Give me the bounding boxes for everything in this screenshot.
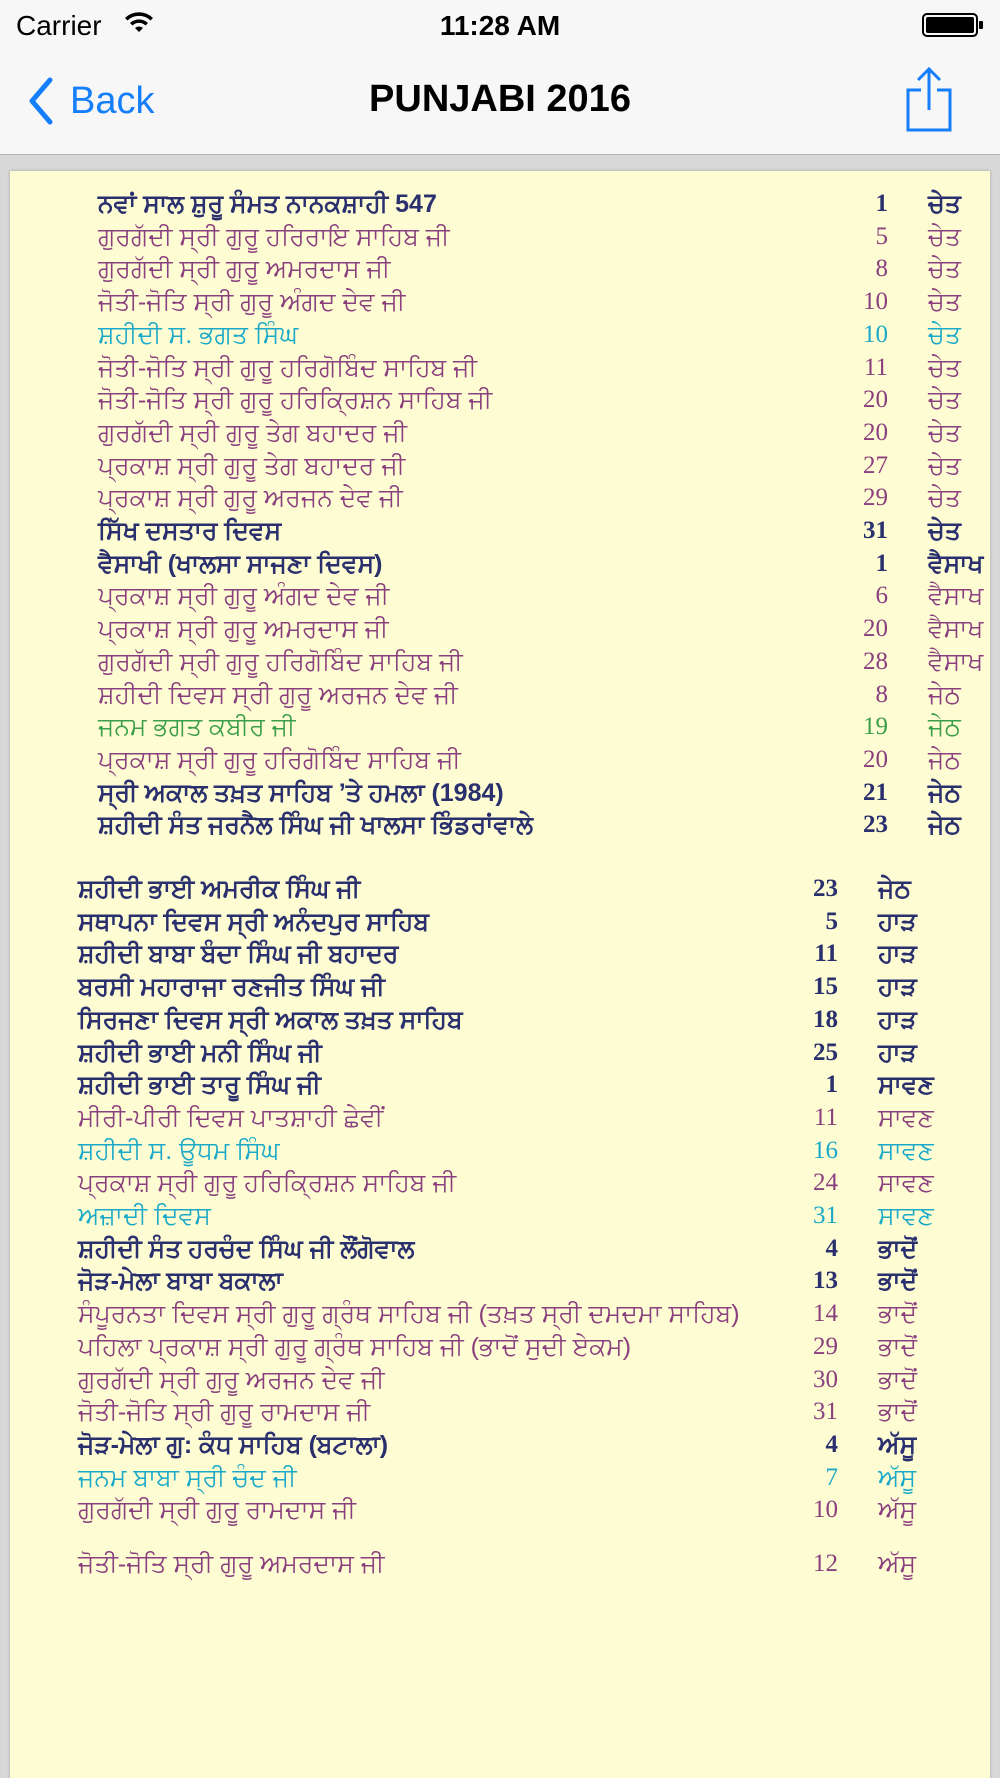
event-day: 31 <box>863 517 888 544</box>
event-day: 1 <box>875 549 888 577</box>
event-month: ਜੇਠ <box>928 811 961 840</box>
event-month: ਸਾਵਣ <box>878 1136 934 1165</box>
calendar-row <box>98 186 990 222</box>
calendar-page <box>10 171 990 1778</box>
event-name: ਗੁਰਗੱਦੀ ਸ੍ਰੀ ਗੁਰੂ ਅਮਰਦਾਸ ਜੀ <box>98 255 391 284</box>
event-day: 27 <box>863 451 888 479</box>
event-month: ਹਾੜ <box>878 940 917 969</box>
event-month: ਭਾਦੋਂ <box>878 1300 918 1329</box>
event-name: ਸ਼ਹੀਦੀ ਸ. ਊਧਮ ਸਿੰਘ <box>78 1136 280 1165</box>
event-day: 11 <box>863 353 888 381</box>
event-month: ਜੇਠ <box>928 745 961 774</box>
calendar-row <box>98 546 990 582</box>
event-name: ਜੋੜ-ਮੇਲਾ ਗੁ: ਕੰਧ ਸਾਹਿਬ (ਬਟਾਲਾ) <box>78 1430 389 1459</box>
event-month: ਚੇਤ <box>928 484 961 513</box>
calendar-row <box>98 644 990 680</box>
event-day: 10 <box>863 288 888 316</box>
calendar-row <box>78 1198 990 1234</box>
calendar-row <box>98 578 990 614</box>
event-day: 8 <box>875 680 888 708</box>
event-name: ਸ੍ਰੀ ਅਕਾਲ ਤਖ਼ਤ ਸਾਹਿਬ ’ਤੇ ਹਮਲਾ (1984) <box>98 778 504 807</box>
calendar-row <box>78 1329 990 1365</box>
event-day: 31 <box>813 1398 838 1426</box>
event-name: ਜੋਤੀ-ਜੋਤਿ ਸ੍ਰੀ ਗੁਰੂ ਅੰਗਦ ਦੇਵ ਜੀ <box>98 288 406 317</box>
event-day: 10 <box>813 1496 838 1524</box>
event-name: ਸ਼ਹੀਦੀ ਭਾਈ ਅਮਰੀਕ ਸਿੰਘ ਜੀ <box>78 875 361 903</box>
event-name: ਪ੍ਰਕਾਸ਼ ਸ੍ਰੀ ਗੁਰੂ ਹਰਿਕ੍ਰਿਸ਼ਨ ਸਾਹਿਬ ਜੀ <box>78 1169 457 1198</box>
calendar-row <box>78 969 990 1005</box>
event-day: 5 <box>875 222 888 250</box>
event-name: ਜਨਮ ਭਗਤ ਕਬੀਰ ਜੀ <box>98 713 296 742</box>
calendar-row <box>98 382 990 418</box>
event-month: ਸਾਵਣ <box>878 1169 934 1198</box>
calendar-row <box>78 1035 990 1071</box>
calendar-row <box>78 1492 990 1528</box>
event-day: 15 <box>813 973 838 1001</box>
event-month: ਭਾਦੋਂ <box>878 1365 918 1394</box>
event-name: ਮੀਰੀ-ਪੀਰੀ ਦਿਵਸ ਪਾਤਸ਼ਾਹੀ ਛੇਵੀਂ <box>78 1103 384 1132</box>
event-day: 31 <box>813 1202 838 1229</box>
calendar-row <box>98 415 990 451</box>
calendar-row <box>98 284 990 320</box>
event-month: ਜੇਠ <box>928 680 961 709</box>
calendar-row <box>98 611 990 647</box>
calendar-row <box>98 677 990 713</box>
event-month: ਵੈਸਾਖ <box>928 615 984 644</box>
event-month: ਭਾਦੋਂ <box>878 1332 918 1361</box>
calendar-row <box>98 742 990 778</box>
event-name: ਸਿਰਜਣਾ ਦਿਵਸ ਸ੍ਰੀ ਅਕਾਲ ਤਖ਼ਤ ਸਾਹਿਬ <box>78 1005 463 1034</box>
event-month: ਜੇਠ <box>928 778 961 807</box>
event-day: 21 <box>863 778 888 806</box>
event-name: ਪ੍ਰਕਾਸ਼ ਸ੍ਰੀ ਗੁਰੂ ਅੰਗਦ ਦੇਵ ਜੀ <box>98 582 390 611</box>
status-time: 11:28 AM <box>439 10 561 41</box>
event-month: ਭਾਦੋਂ <box>878 1267 918 1296</box>
event-name: ਸ਼ਹੀਦੀ ਦਿਵਸ ਸ੍ਰੀ ਗੁਰੂ ਅਰਜਨ ਦੇਵ ਜੀ <box>98 680 458 709</box>
event-month: ਅੱਸੂ <box>878 1463 917 1492</box>
event-month: ਸਾਵਣ <box>878 1202 934 1230</box>
event-name: ਅਜ਼ਾਦੀ ਦਿਵਸ <box>78 1202 211 1230</box>
event-day: 13 <box>813 1267 838 1295</box>
event-month: ਅੱਸੂ <box>878 1550 917 1578</box>
event-month: ਚੇਤ <box>928 353 961 382</box>
event-day: 7 <box>825 1463 838 1491</box>
event-name: ਪ੍ਰਕਾਸ਼ ਸ੍ਰੀ ਗੁਰੂ ਹਰਿਗੋਬਿੰਦ ਸਾਹਿਬ ਜੀ <box>98 745 461 774</box>
event-month: ਚੇਤ <box>928 288 961 317</box>
event-month: ਅੱਸੂ <box>878 1496 917 1525</box>
event-month: ਚੇਤ <box>928 222 961 251</box>
page-title: PUNJABI 2016 <box>369 78 631 120</box>
event-month: ਹਾੜ <box>878 1005 917 1034</box>
event-day: 25 <box>813 1038 838 1066</box>
event-name: ਪ੍ਰਕਾਸ਼ ਸ੍ਰੀ ਗੁਰੂ ਅਰਜਨ ਦੇਵ ਜੀ <box>98 484 403 513</box>
event-name: ਪ੍ਰਕਾਸ਼ ਸ੍ਰੀ ਗੁਰੂ ਤੇਗ ਬਹਾਦਰ ਜੀ <box>98 451 406 480</box>
event-day: 24 <box>813 1169 838 1197</box>
event-day: 6 <box>875 582 888 610</box>
event-day: 18 <box>813 1005 838 1033</box>
document-viewer[interactable] <box>0 155 1000 1778</box>
calendar-row <box>98 350 990 386</box>
event-day: 23 <box>863 811 888 839</box>
event-day: 20 <box>863 386 888 414</box>
event-month: ਹਾੜ <box>878 973 917 1002</box>
event-name: ਸ਼ਹੀਦੀ ਭਾਈ ਤਾਰੂ ਸਿੰਘ ਜੀ <box>78 1071 321 1100</box>
event-day: 20 <box>863 745 888 773</box>
event-name: ਸੰਪੂਰਨਤਾ ਦਿਵਸ ਸ੍ਰੀ ਗੁਰੂ ਗ੍ਰੰਥ ਸਾਹਿਬ ਜੀ (ਤਖ਼ਤ ਸ੍ਰੀ ਦਮਦਮਾ ਸਾਹਿਬ) <box>78 1300 740 1329</box>
event-day: 10 <box>863 320 888 348</box>
event-month: ਚੇਤ <box>928 418 961 447</box>
event-name: ਗੁਰਗੱਦੀ ਸ੍ਰੀ ਗੁਰੂ ਰਾਮਦਾਸ ਜੀ <box>78 1496 357 1525</box>
event-month: ਚੇਤ <box>928 386 961 415</box>
calendar-row <box>78 1362 990 1398</box>
calendar-row <box>78 871 990 907</box>
event-name: ਜੋੜ-ਮੇਲਾ ਬਾਬਾ ਬਕਾਲਾ <box>78 1267 283 1296</box>
event-name: ਗੁਰਗੱਦੀ ਸ੍ਰੀ ਗੁਰੂ ਤੇਗ ਬਹਾਦਰ ਜੀ <box>98 418 408 447</box>
event-name: ਸਿੱਖ ਦਸਤਾਰ ਦਿਵਸ <box>98 517 282 545</box>
event-name: ਜੋਤੀ-ਜੋਤਿ ਸ੍ਰੀ ਗੁਰੂ ਹਰਿਕ੍ਰਿਸ਼ਨ ਸਾਹਿਬ ਜੀ <box>98 386 493 415</box>
calendar-row <box>78 1394 990 1430</box>
event-name: ਬਰਸੀ ਮਹਾਰਾਜਾ ਰਣਜੀਤ ਸਿੰਘ ਜੀ <box>78 973 385 1002</box>
event-name: ਪ੍ਰਕਾਸ਼ ਸ੍ਰੀ ਗੁਰੂ ਅਮਰਦਾਸ ਜੀ <box>98 615 389 644</box>
calendar-row <box>78 904 990 940</box>
event-name: ਜਨਮ ਬਾਬਾ ਸ੍ਰੀ ਚੰਦ ਜੀ <box>78 1463 297 1492</box>
event-day: 20 <box>863 418 888 446</box>
calendar-row <box>78 1067 990 1103</box>
event-name: ਨਵਾਂ ਸਾਲ ਸ਼ੁਰੂ ਸੰਮਤ ਨਾਨਕਸ਼ਾਹੀ 547 <box>98 190 437 218</box>
event-month: ਭਾਦੋਂ <box>878 1234 918 1263</box>
event-month: ਹਾੜ <box>878 907 917 936</box>
calendar-row <box>98 807 990 843</box>
calendar-row <box>78 1100 990 1136</box>
event-month: ਜੇਠ <box>928 713 961 742</box>
back-label: Back <box>70 79 155 122</box>
calendar-row <box>78 1427 990 1463</box>
event-day: 19 <box>863 713 888 741</box>
event-name: ਸ਼ਹੀਦੀ ਸੰਤ ਜਰਨੈਲ ਸਿੰਘ ਜੀ ਖਾਲਸਾ ਭਿੰਡਰਾਂਵਾਲੇ <box>98 811 534 840</box>
event-name: ਵੈਸਾਖੀ (ਖਾਲਸਾ ਸਾਜਣਾ ਦਿਵਸ) <box>98 549 383 578</box>
calendar-row <box>78 1165 990 1201</box>
event-month: ਵੈਸਾਖ <box>928 582 984 611</box>
event-month: ਹਾੜ <box>878 1038 917 1067</box>
calendar-row <box>98 513 990 549</box>
event-month: ਵੈਸਾਖ <box>928 647 984 676</box>
event-month: ਸਾਵਣ <box>878 1071 934 1100</box>
share-icon[interactable] <box>904 66 954 134</box>
event-day: 30 <box>813 1365 838 1393</box>
calendar-row <box>98 709 990 745</box>
calendar-row <box>78 1296 990 1332</box>
carrier-label: Carrier <box>16 10 102 41</box>
event-day: 5 <box>825 907 838 935</box>
event-day: 4 <box>825 1234 838 1262</box>
event-name: ਗੁਰਗੱਦੀ ਸ੍ਰੀ ਗੁਰੂ ਹਰਿਗੋਬਿੰਦ ਸਾਹਿਬ ਜੀ <box>98 647 463 676</box>
event-month: ਸਾਵਣ <box>878 1103 934 1132</box>
calendar-row <box>78 1002 990 1038</box>
event-name: ਪਹਿਲਾ ਪ੍ਰਕਾਸ਼ ਸ੍ਰੀ ਗੁਰੂ ਗ੍ਰੰਥ ਸਾਹਿਬ ਜੀ (ਭਾਦੋਂ ਸੁਦੀ ਏਕਮ) <box>78 1332 632 1361</box>
event-day: 1 <box>875 190 888 217</box>
calendar-row <box>98 448 990 484</box>
event-month: ਵੈਸਾਖ <box>928 549 984 578</box>
event-name: ਗੁਰਗੱਦੀ ਸ੍ਰੀ ਗੁਰੂ ਹਰਿਰਾਇ ਸਾਹਿਬ ਜੀ <box>98 222 450 251</box>
event-day: 23 <box>813 875 838 902</box>
event-month: ਚੇਤ <box>928 320 961 349</box>
calendar-row <box>78 1460 990 1496</box>
event-day: 11 <box>813 1103 838 1131</box>
event-name: ਗੁਰਗੱਦੀ ਸ੍ਰੀ ਗੁਰੂ ਅਰਜਨ ਦੇਵ ਜੀ <box>78 1365 385 1394</box>
event-name: ਜੋਤੀ-ਜੋਤਿ ਸ੍ਰੀ ਗੁਰੂ ਰਾਮਦਾਸ ਜੀ <box>78 1398 371 1427</box>
event-day: 12 <box>813 1550 838 1577</box>
calendar-row <box>98 480 990 516</box>
event-day: 11 <box>814 940 838 968</box>
event-name: ਸ਼ਹੀਦੀ ਸ. ਭਗਤ ਸਿੰਘ <box>98 320 299 349</box>
navigation-bar <box>0 50 1000 155</box>
calendar-row <box>78 1263 990 1299</box>
event-month: ਅੱਸੂ <box>878 1430 917 1459</box>
event-name: ਜੋਤੀ-ਜੋਤਿ ਸ੍ਰੀ ਗੁਰੂ ਅਮਰਦਾਸ ਜੀ <box>78 1550 385 1578</box>
event-day: 8 <box>875 255 888 283</box>
event-month: ਭਾਦੋਂ <box>878 1398 918 1427</box>
event-name: ਸ਼ਹੀਦੀ ਭਾਈ ਮਨੀ ਸਿੰਘ ਜੀ <box>78 1038 322 1067</box>
status-bar <box>0 0 1000 50</box>
event-month: ਚੇਤ <box>928 255 961 284</box>
event-month: ਚੇਤ <box>928 190 961 218</box>
calendar-row <box>98 317 990 353</box>
event-day: 14 <box>813 1300 838 1328</box>
event-day: 1 <box>825 1071 838 1099</box>
calendar-row <box>98 251 990 287</box>
event-day: 4 <box>825 1430 838 1458</box>
battery-icon <box>922 13 984 37</box>
event-day: 29 <box>813 1332 838 1360</box>
calendar-row <box>78 936 990 972</box>
calendar-row <box>98 219 990 255</box>
event-day: 28 <box>863 647 888 675</box>
event-month: ਜੇਠ <box>878 875 911 903</box>
event-month: ਚੇਤ <box>928 517 961 545</box>
event-name: ਸ਼ਹੀਦੀ ਸੰਤ ਹਰਚੰਦ ਸਿੰਘ ਜੀ ਲੌਂਗੋਵਾਲ <box>78 1234 415 1263</box>
event-name: ਜੋਤੀ-ਜੋਤਿ ਸ੍ਰੀ ਗੁਰੂ ਹਰਿਗੋਬਿੰਦ ਸਾਹਿਬ ਜੀ <box>98 353 478 382</box>
calendar-row <box>78 1546 990 1582</box>
event-day: 29 <box>863 484 888 512</box>
event-name: ਸਥਾਪਨਾ ਦਿਵਸ ਸ੍ਰੀ ਅਨੰਦਪੁਰ ਸਾਹਿਬ <box>78 907 430 936</box>
calendar-row <box>78 1231 990 1267</box>
event-day: 16 <box>813 1136 838 1164</box>
calendar-row <box>78 1133 990 1169</box>
event-month: ਚੇਤ <box>928 451 961 480</box>
calendar-row <box>98 775 990 811</box>
event-name: ਸ਼ਹੀਦੀ ਬਾਬਾ ਬੰਦਾ ਸਿੰਘ ਜੀ ਬਹਾਦਰ <box>78 940 399 969</box>
event-day: 20 <box>863 615 888 643</box>
